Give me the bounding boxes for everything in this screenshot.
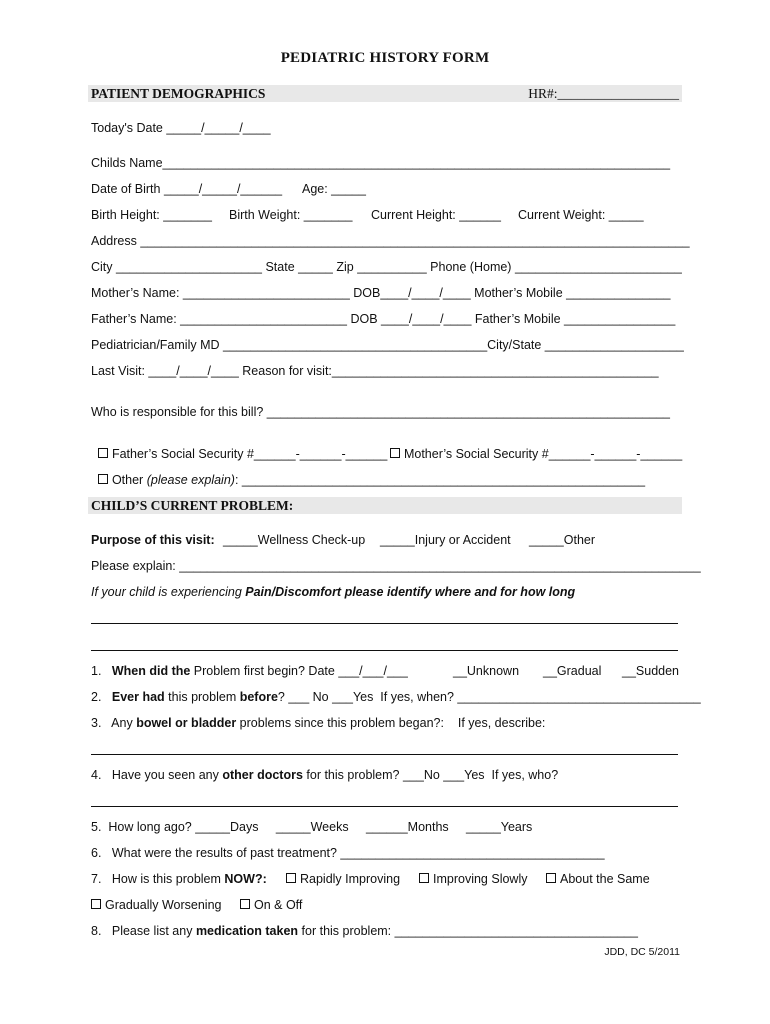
pain-answer-line-1[interactable] (91, 623, 678, 624)
question-3: 3. Any bowel or bladder problems since this problem began?: If yes, describe: (91, 716, 546, 730)
mother-ss-label: Mother’s Social Security #______-______-______ (403, 447, 683, 461)
last-visit-field[interactable]: Last Visit: ____/____/____ Reason for visit:_______________________________________________ (91, 364, 659, 378)
question-6[interactable]: 6. What were the results of past treatment? ______________________________________ (91, 846, 605, 860)
address-field[interactable]: Address _______________________________________________________________________________ (91, 234, 690, 248)
status-about-same-option[interactable]: About the Same (546, 871, 650, 887)
form-title: PEDIATRIC HISTORY FORM (280, 50, 490, 66)
status-on-off-option[interactable]: On & Off (240, 897, 302, 913)
age-field[interactable]: Age: _____ (302, 182, 366, 196)
rapidly-improving-checkbox[interactable] (286, 873, 296, 883)
city-state-zip-phone-field[interactable]: City _____________________ State _____ Zip __________ Phone (Home) ________________________ (91, 260, 682, 274)
form-version-footer: JDD, DC 5/2011 (604, 946, 680, 958)
current-weight-field[interactable]: Current Weight: _____ (518, 208, 644, 222)
other-visit-option[interactable]: _____Other (529, 533, 596, 547)
other-payer-label: Other (111, 473, 147, 487)
section-band-problem (88, 497, 682, 514)
onset-sudden-option[interactable]: __Sudden (622, 664, 680, 678)
injury-option[interactable]: _____Injury or Accident (380, 533, 511, 547)
other-payer-checkbox[interactable] (98, 474, 108, 484)
date-of-birth-field[interactable]: Date of Birth _____/_____/______ (91, 182, 283, 196)
please-explain-field[interactable]: Please explain: ___________________________________________________________________________ (91, 559, 701, 573)
question-4[interactable]: 4. Have you seen any other doctors for this problem? ___No ___Yes If yes, who? (91, 768, 559, 782)
question-2[interactable]: 2. Ever had this problem before? ___ No ___Yes If yes, when? ___________________________________ (91, 690, 701, 704)
improving-slowly-checkbox[interactable] (419, 873, 429, 883)
purpose-of-visit-label: Purpose of this visit: (91, 533, 215, 547)
gradually-worsening-checkbox[interactable] (91, 899, 101, 909)
on-off-checkbox[interactable] (240, 899, 250, 909)
onset-unknown-option[interactable]: __Unknown (453, 664, 520, 678)
question-8[interactable]: 8. Please list any medication taken for this problem: ___________________________________ (91, 924, 638, 938)
hr-number-field[interactable]: HR#:__________________ (528, 86, 679, 101)
current-height-field[interactable]: Current Height: ______ (371, 208, 501, 222)
section-band-demographics (88, 85, 682, 102)
onset-gradual-option[interactable]: __Gradual (543, 664, 602, 678)
other-payer-option[interactable] (91, 456, 645, 488)
question-7: 7. How is this problem NOW?: (91, 872, 267, 886)
father-info-field[interactable]: Father’s Name: ________________________ DOB ____/____/____ Father’s Mobile ________________ (91, 312, 676, 326)
about-same-checkbox[interactable] (546, 873, 556, 883)
todays-date-field[interactable]: Today's Date _____/_____/____ (91, 121, 271, 135)
wellness-option[interactable]: _____Wellness Check-up (223, 533, 366, 547)
pain-instruction: If your child is experiencing Pain/Discomfort please identify where and for how long (91, 585, 576, 599)
section-label-demographics: PATIENT DEMOGRAPHICS (91, 86, 266, 101)
pediatrician-field[interactable]: Pediatrician/Family MD ______________________________________City/State ____________________ (91, 338, 684, 352)
status-rapidly-improving-option[interactable]: Rapidly Improving (286, 871, 400, 887)
section-label-problem: CHILD’S CURRENT PROBLEM: (91, 498, 294, 513)
question-4-answer-line[interactable] (91, 806, 678, 807)
birth-weight-field[interactable]: Birth Weight: _______ (229, 208, 353, 222)
childs-name-field[interactable]: Childs Name_________________________________________________________________________ (91, 156, 671, 170)
status-improving-slowly-option[interactable]: Improving Slowly (419, 871, 527, 887)
question-3-answer-line[interactable] (91, 754, 678, 755)
other-payer-line[interactable]: : __________________________________________________________ (234, 473, 646, 487)
mother-info-field[interactable]: Mother’s Name: ________________________ DOB____/____/____ Mother’s Mobile _______________ (91, 286, 671, 300)
pain-answer-line-2[interactable] (91, 650, 678, 651)
birth-height-field[interactable]: Birth Height: _______ (91, 208, 212, 222)
question-5[interactable]: 5. How long ago? _____Days _____Weeks ______Months _____Years (91, 820, 533, 834)
other-payer-explain-hint: (please explain) (146, 473, 235, 487)
question-1: 1. When did the Problem first begin? Date ___/___/___ (91, 664, 408, 678)
father-ss-label: Father’s Social Security #______-______-______ (111, 447, 388, 461)
status-gradually-worsening-option[interactable]: Gradually Worsening (91, 897, 222, 913)
responsible-party-field[interactable]: Who is responsible for this bill? __________________________________________________________ (91, 405, 670, 419)
